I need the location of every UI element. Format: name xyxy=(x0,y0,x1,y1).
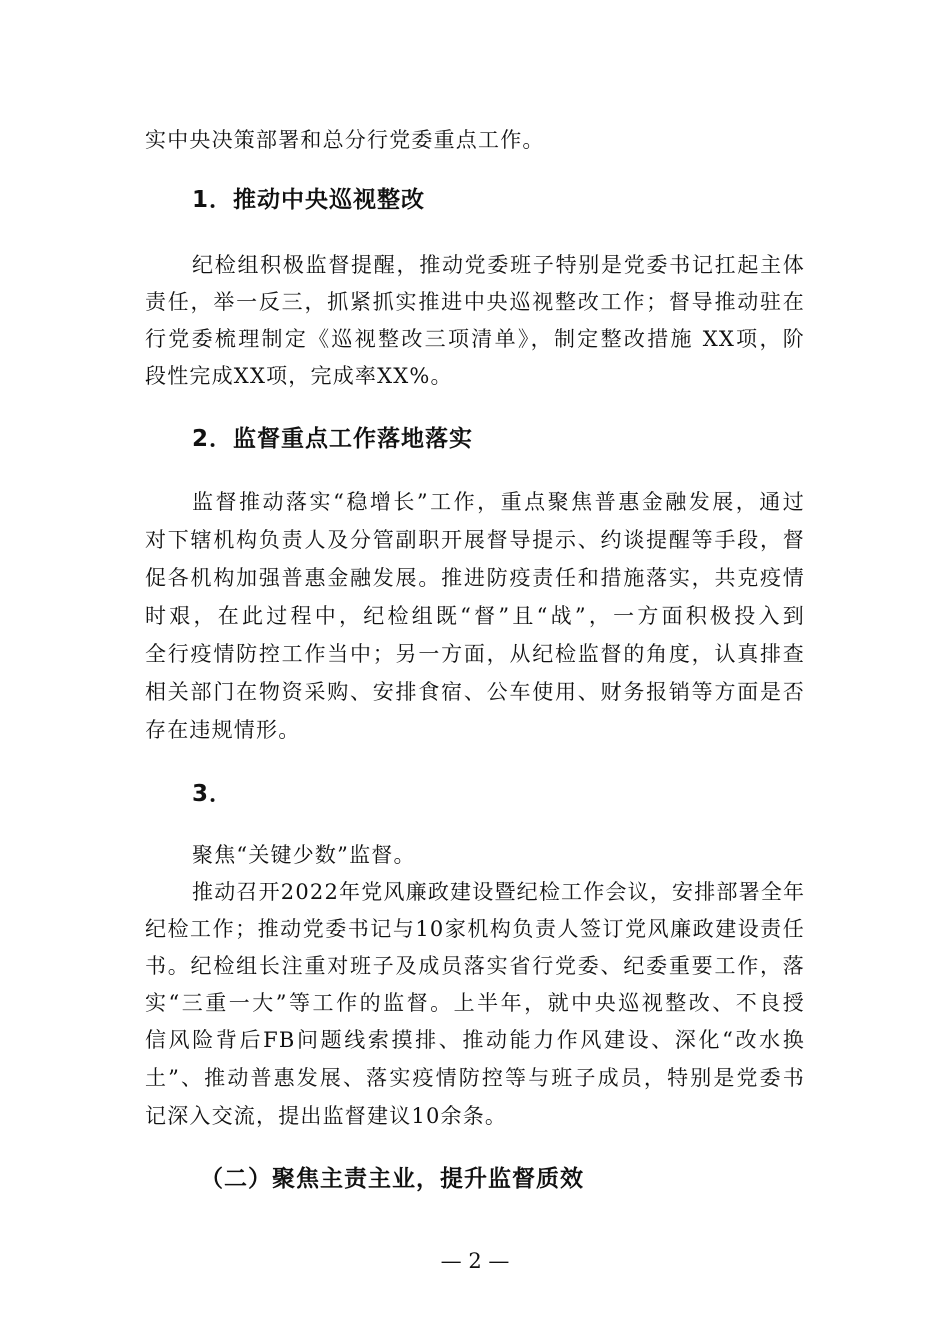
page-number: — 2 — xyxy=(440,1249,510,1273)
section-1-line: 责任，举一反三，抓紧抓实推进中央巡视整改工作；督导推动驻在 xyxy=(145,290,805,314)
section-3-subheading: 聚焦“关键少数”监督。 xyxy=(192,843,416,867)
section-3-line: 书。纪检组长注重对班子及成员落实省行党委、纪委重要工作，落 xyxy=(145,954,805,978)
section-1-line: 纪检组积极监督提醒，推动党委班子特别是党委书记扛起主体 xyxy=(192,253,805,277)
section-3-line: 纪检工作；推动党委书记与10家机构负责人签订党风廉政建设责任 xyxy=(145,917,805,941)
section-1-line: 段性完成XX项，完成率XX%。 xyxy=(145,364,453,388)
section-2-line: 全行疫情防控工作当中；另一方面，从纪检监督的角度，认真排查 xyxy=(145,642,805,666)
section-3-heading: 3． xyxy=(192,781,234,807)
section-2-line: 促各机构加强普惠金融发展。推进防疫责任和措施落实，共克疫情 xyxy=(145,566,805,590)
section-3-line: 记深入交流，提出监督建议10余条。 xyxy=(145,1104,508,1128)
section-2-heading: 2．监督重点工作落地落实 xyxy=(192,426,474,452)
intro-line: 实中央决策部署和总分行党委重点工作。 xyxy=(145,128,545,152)
section-1-line: 行党委梳理制定《巡视整改三项清单》，制定整改措施 XX项，阶 xyxy=(145,327,805,351)
section-2-line: 相关部门在物资采购、安排食宿、公车使用、财务报销等方面是否 xyxy=(145,680,805,704)
section-3-line: 推动召开2022年党风廉政建设暨纪检工作会议，安排部署全年 xyxy=(192,880,806,904)
section-two-heading: （二）聚焦主责主业，提升监督质效 xyxy=(200,1166,584,1192)
section-3-line: 土”、推动普惠发展、落实疫情防控等与班子成员，特别是党委书 xyxy=(145,1066,805,1090)
section-1-heading: 1．推动中央巡视整改 xyxy=(192,187,426,213)
section-2-line: 存在违规情形。 xyxy=(145,718,301,742)
section-3-line: 信风险背后FB问题线索摸排、推动能力作风建设、深化“改水换 xyxy=(145,1028,805,1052)
section-3-line: 实“三重一大”等工作的监督。上半年，就中央巡视整改、不良授 xyxy=(145,991,805,1015)
section-2-line: 时艰，在此过程中，纪检组既“督”且“战”，一方面积极投入到 xyxy=(145,604,805,628)
section-2-line: 对下辖机构负责人及分管副职开展督导提示、约谈提醒等手段，督 xyxy=(145,528,805,552)
section-2-line: 监督推动落实“稳增长”工作，重点聚焦普惠金融发展，通过 xyxy=(192,490,805,514)
